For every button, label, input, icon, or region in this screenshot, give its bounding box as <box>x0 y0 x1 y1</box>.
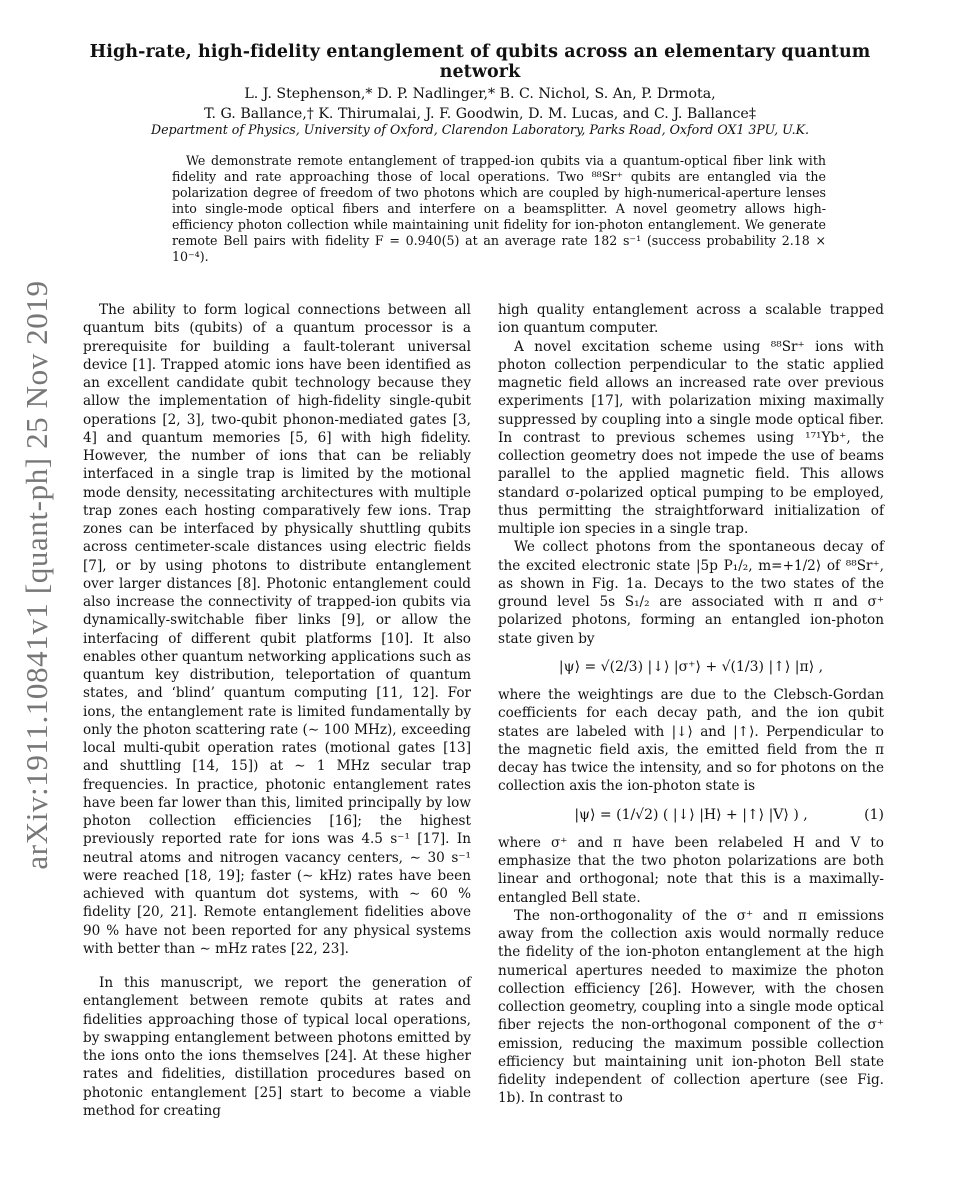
author-list <box>60 84 900 124</box>
paragraph: high quality entanglement across a scalable trapped ion quantum computer. <box>498 302 884 337</box>
abstract: We demonstrate remote entanglement of trapped-ion qubits via a quantum-optical fiber link with fidelity and rate approaching those of local operations. Two ⁸⁸Sr⁺ qubits are entangled via the polarization degree of freedom of two photons which are coupled by high-numerical-aperture lenses into single-mode optical fibers and interfere on a beamsplitter. A novel geometry allows high-efficiency photon collection while maintaining unit fidelity for ion-photon entanglement. We generate remote Bell pairs with fidelity F = 0.940(5) at an average rate 182 s⁻¹ (success probability 2.18 × 10⁻⁴). <box>172 153 826 264</box>
arxiv-stamp <box>14 280 60 870</box>
paragraph: A novel excitation scheme using ⁸⁸Sr⁺ ions with photon collection perpendicular to the static applied magnetic field allows an increased rate over previous experiments [17], with polarization mixing maximally suppressed by coupling into a single mode optical fiber. In contrast to previous schemes using ¹⁷¹Yb⁺, the collection geometry does not impede the use of beams parallel to the applied magnetic field. This allows standard σ-polarized optical pumping to be employed, thus permitting the straightforward initialization of multiple ion species in a single trap. <box>498 338 884 537</box>
paper-title: High-rate, high-fidelity entanglement of qubits across an elementary quantum network <box>89 42 871 82</box>
arxiv-stamp-text: arXiv:1911.10841v1 [quant-ph] 25 Nov 2019 <box>19 280 54 870</box>
equation-1-body: |ψ⟩ = (1/√2) ( |↓⟩ |H⟩ + |↑⟩ |V⟩ ) , <box>574 806 808 823</box>
right-column <box>498 301 884 1108</box>
paragraph: In this manuscript, we report the generation of entanglement between remote qubits at rates and fidelities approaching those of typical local operations, by swapping entanglement between photons emitted by the ions onto the ions themselves [24]. At these higher rates and fidelities, distillation procedures based on photonic entanglement [25] start to become a viable method for creating <box>83 975 471 1119</box>
paragraph: The ability to form logical connections between all quantum bits (qubits) of a quantum processor is a prerequisite for building a fault-tolerant universal device [1]. Trapped atomic ions have been identified as an excellent candidate qubit technology because they allow the implementation of high-fidelity single-qubit operations [2, 3], two-qubit phonon-mediated gates [3, 4] and quantum memories [5, 6] with high fidelity. However, the number of ions that can be reliably interfaced in a single trap is limited by the motional mode density, necessitating architectures with multiple trap zones each hosting comparatively few ions. Trap zones can be interfaced by physically shuttling qubits across centimeter-scale distances using electric fields [7], or by using photons to distribute entanglement over larger distances [8]. Photonic entanglement could also increase the connectivity of trapped-ion qubits via dynamically-switchable fiber links [9], or allow the interfacing of different qubit platforms [10]. It also enables other quantum networking applications such as quantum key distribution, teleportation of quantum states, and ‘blind’ quantum computing [11, 12]. For ions, the entanglement rate is limited fundamentally by only the photon scattering rate (∼ 100 MHz), exceeding local multi-qubit operation rates (motional gates [13] and shuttling [14, 15]) at ∼ 1 MHz secular trap frequencies. In practice, photonic entanglement rates have been far lower than this, limited principally by low photon collection efficiencies [16]; the highest previously reported rate for ions was 4.5 s⁻¹ [17]. In neutral atoms and nitrogen vacancy centers, ∼ 30 s⁻¹ were reached [18, 19]; faster (∼ kHz) rates have been achieved with quantum dot systems, with ∼ 60 % fidelity [20, 21]. Remote entanglement fidelities above 90 % have not been reported for any physical systems with better than ∼ mHz rates [22, 23]. <box>83 302 471 957</box>
equation-state: |ψ⟩ = √(2/3) |↓⟩ |σ⁺⟩ + √(1/3) |↑⟩ |π⟩ , <box>558 658 824 675</box>
equation-number: (1) <box>864 806 884 823</box>
paragraph: where the weightings are due to the Clebsch-Gordan coefficients for each decay path, and the ion qubit states are labeled with |↓⟩ and |↑⟩. Perpendicular to the magnetic field axis, the emitted field from the π decay has twice the intensity, and so for photons on the collection axis the ion-photon state is <box>498 687 884 795</box>
left-column <box>83 301 471 1120</box>
equation-1 <box>498 806 884 824</box>
authors-line-2: T. G. Ballance,† K. Thirumalai, J. F. Goodwin, D. M. Lucas, and C. J. Ballance‡ <box>204 106 756 122</box>
affiliation: Department of Physics, University of Oxford, Clarendon Laboratory, Parks Road, Oxford OX1 3PU, U.K. <box>150 122 810 137</box>
paragraph: We collect photons from the spontaneous decay of the excited electronic state |5p P₁/₂, m=+1/2⟩ of ⁸⁸Sr⁺, as shown in Fig. 1a. Decays to the two states of the ground level 5s S₁/₂ are associated with π and σ⁺ polarized photons, forming an entangled ion-photon state given by <box>498 539 884 647</box>
paragraph: The non-orthogonality of the σ⁺ and π emissions away from the collection axis would normally reduce the fidelity of the ion-photon entanglement at the high numerical apertures needed to maximize the photon collection efficiency [26]. However, with the chosen collection geometry, coupling into a single mode optical fiber rejects the non-orthogonal component of the σ⁺ emission, reducing the maximum possible collection efficiency but maintaining unit ion-photon Bell state fidelity independent of collection aperture (see Fig. 1b). In contrast to <box>498 907 884 1107</box>
authors-line-1: L. J. Stephenson,* D. P. Nadlinger,* B. C. Nichol, S. An, P. Drmota, <box>244 86 716 102</box>
paragraph: where σ⁺ and π have been relabeled H and V to emphasize that the two photon polarizations are both linear and orthogonal; note that this is a maximally-entangled Bell state. <box>498 834 884 906</box>
